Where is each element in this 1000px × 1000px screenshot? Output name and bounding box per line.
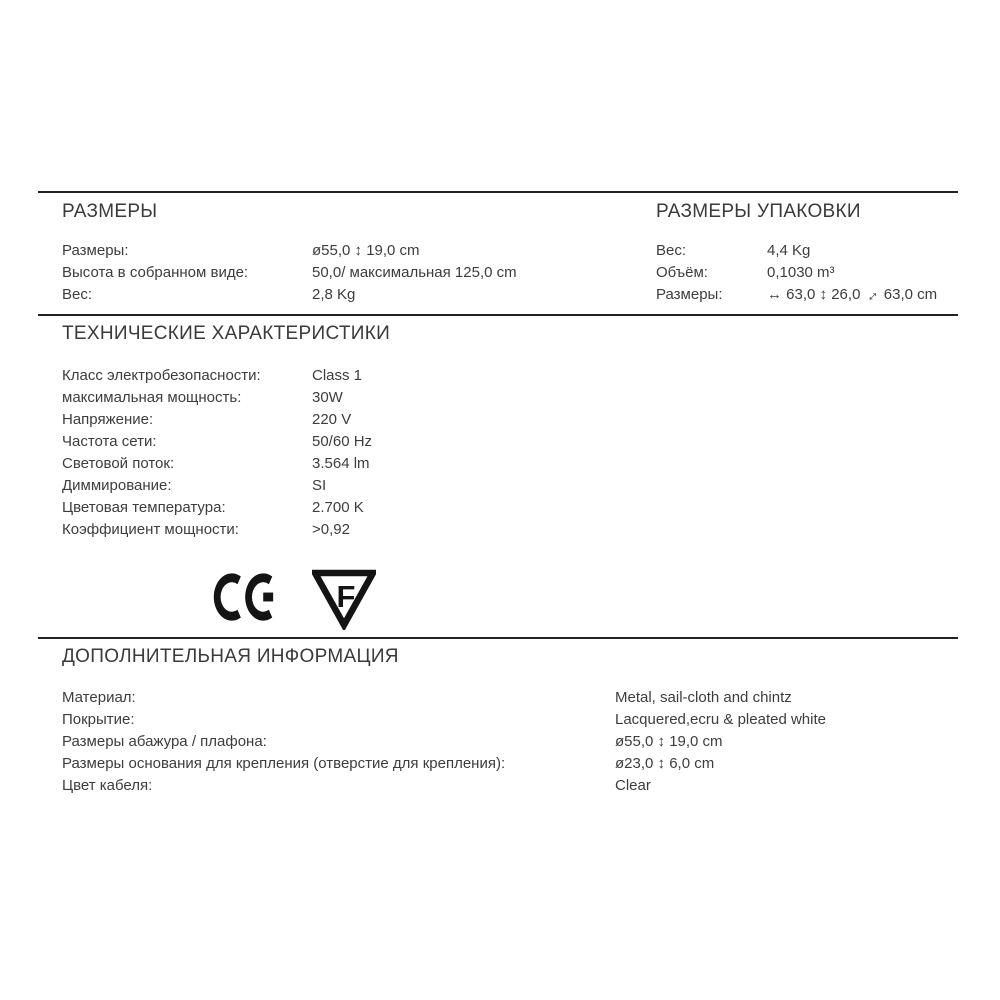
spec-label: Напряжение: <box>62 411 154 428</box>
table-row <box>62 365 622 387</box>
spec-value: SI <box>312 477 327 494</box>
spec-label: Материал: <box>62 689 136 706</box>
table-row <box>62 453 622 475</box>
table-row <box>62 687 972 709</box>
spec-label: Покрытие: <box>62 711 135 728</box>
spec-value: >0,92 <box>312 521 350 538</box>
spec-label: Класс электробезопасности: <box>62 367 261 384</box>
table-row <box>656 262 986 284</box>
spec-value: 30W <box>312 389 343 406</box>
table-row <box>62 519 622 541</box>
packaging-table <box>656 240 986 306</box>
table-row <box>62 284 642 306</box>
ce-mark-icon <box>213 571 281 623</box>
spec-value: 4,4 Kg <box>767 242 811 259</box>
spec-label: Размеры основания для крепления (отверстие для крепления): <box>62 755 506 772</box>
packaging-section-title: РАЗМЕРЫ УПАКОВКИ <box>656 201 861 222</box>
spec-label: Световой поток: <box>62 455 175 472</box>
depth-arrow-icon: ↔ <box>859 283 883 307</box>
spec-label: Диммирование: <box>62 477 172 494</box>
additional-section-title: ДОПОЛНИТЕЛЬНАЯ ИНФОРМАЦИЯ <box>62 646 399 667</box>
table-row <box>62 240 642 262</box>
technical-table <box>62 365 622 541</box>
spec-value: 50,0/ максимальная 125,0 cm <box>312 264 517 281</box>
spec-label: Вес: <box>656 242 687 259</box>
table-row <box>62 431 622 453</box>
technical-section-title: ТЕХНИЧЕСКИЕ ХАРАКТЕРИСТИКИ <box>62 323 391 344</box>
spec-value: ø55,0 ↕ 19,0 cm <box>312 242 420 259</box>
spec-label: Объём: <box>656 264 708 281</box>
dimensions-table <box>62 240 642 306</box>
certification-marks <box>213 569 383 631</box>
table-row <box>656 284 986 306</box>
section-divider <box>38 637 958 639</box>
spec-label: Высота в собранном виде: <box>62 264 249 281</box>
packaging-size-value <box>767 284 937 306</box>
table-row <box>62 775 972 797</box>
spec-value: 220 V <box>312 411 352 428</box>
spec-value: ø55,0 ↕ 19,0 cm <box>615 733 723 750</box>
section-divider <box>38 314 958 316</box>
spec-value: 2,8 Kg <box>312 286 356 303</box>
spec-label: Размеры: <box>656 286 723 303</box>
depth-value: 63,0 cm <box>883 286 938 303</box>
section-divider <box>38 191 958 193</box>
table-row <box>62 731 972 753</box>
table-row <box>62 262 642 284</box>
table-row <box>62 709 972 731</box>
table-row <box>62 387 622 409</box>
spec-label: Цветовая температура: <box>62 499 226 516</box>
spec-label: Вес: <box>62 286 93 303</box>
spec-label: Цвет кабеля: <box>62 777 153 794</box>
table-row <box>62 409 622 431</box>
dimensions-section-title: РАЗМЕРЫ <box>62 201 158 222</box>
table-row <box>656 240 986 262</box>
table-row <box>62 753 972 775</box>
spec-label: Частота сети: <box>62 433 157 450</box>
spec-value: 3.564 lm <box>312 455 370 472</box>
spec-label: Размеры: <box>62 242 129 259</box>
spec-value: Class 1 <box>312 367 363 384</box>
f-mark-icon <box>312 569 376 630</box>
spec-label: максимальная мощность: <box>62 389 242 406</box>
table-row <box>62 475 622 497</box>
height-value: 26,0 <box>831 286 861 303</box>
spec-value: Lacquered,ecru & pleated white <box>615 711 826 728</box>
spec-value: Clear <box>615 777 651 794</box>
spec-value: ø23,0 ↕ 6,0 cm <box>615 755 715 772</box>
width-value: 63,0 <box>786 286 816 303</box>
f-mark-letter: F <box>336 579 356 614</box>
spec-value: 50/60 Hz <box>312 433 373 450</box>
spec-value: Metal, sail-cloth and chintz <box>615 689 792 706</box>
additional-table <box>62 687 972 797</box>
width-arrow-icon: ↔ <box>767 286 782 303</box>
spec-value: 0,1030 m³ <box>767 264 835 281</box>
table-row <box>62 497 622 519</box>
spec-label: Размеры абажура / плафона: <box>62 733 267 750</box>
spec-label: Коэффициент мощности: <box>62 521 239 538</box>
spec-value: 2.700 K <box>312 499 364 516</box>
height-arrow-icon: ↕ <box>819 286 828 303</box>
